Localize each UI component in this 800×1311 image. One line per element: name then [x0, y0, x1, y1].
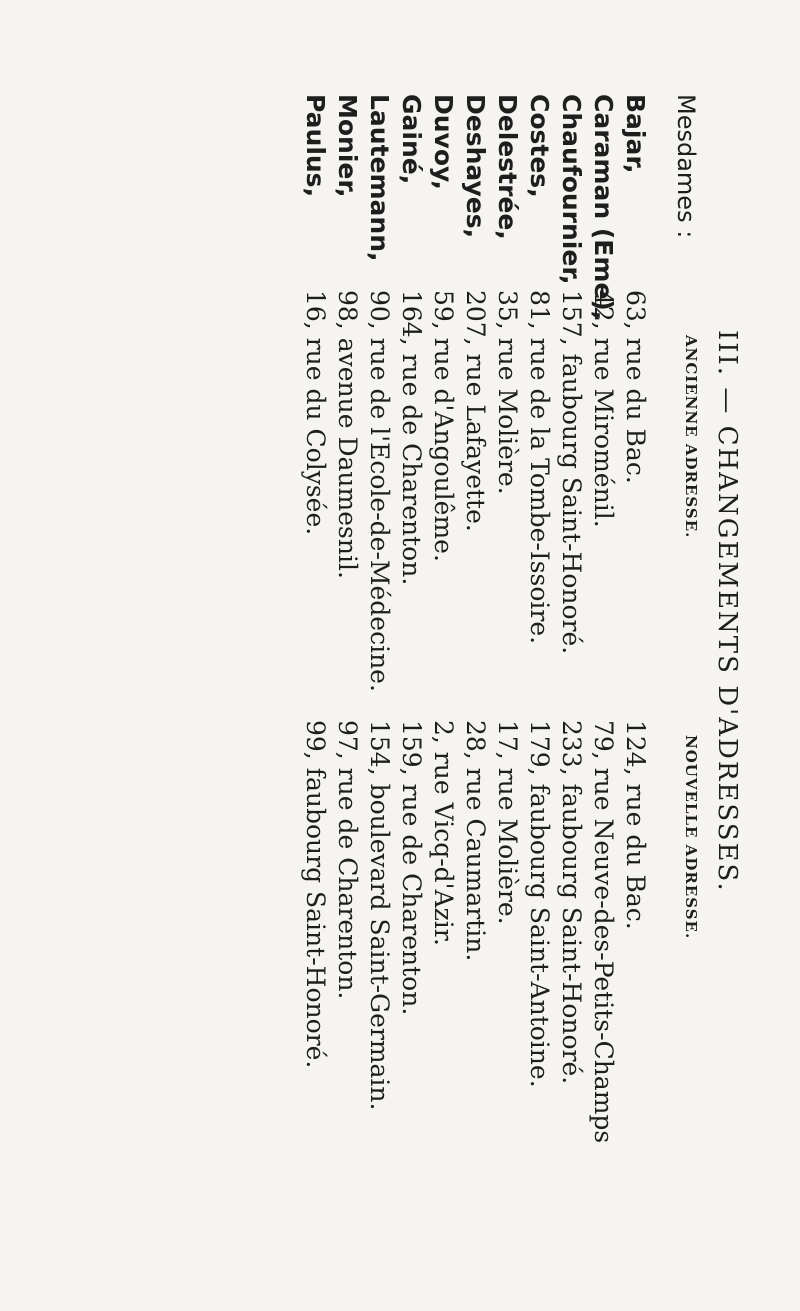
new-address: 159, rue de Charenton.	[397, 720, 426, 1016]
mesdames-label: Mesdames :	[672, 94, 700, 239]
old-address: 164, rue de Charenton.	[397, 290, 426, 586]
person-name: Duvoy,	[429, 94, 458, 190]
old-address: 81, rue de la Tombe-Issoire.	[525, 290, 554, 645]
column-header-new-address: NOUVELLE ADRESSE.	[682, 735, 700, 940]
old-address: 157, faubourg Saint-Honoré.	[557, 290, 586, 655]
column-header-old-address: ANCIENNE ADRESSE.	[682, 335, 700, 539]
person-name: Caraman (Eme),	[589, 94, 618, 321]
person-name: Bajar,	[621, 94, 650, 174]
new-address: 2, rue Vicq-d'Azir.	[429, 720, 458, 946]
section-title: III. — CHANGEMENTS D'ADRESSES.	[712, 330, 742, 893]
person-name: Gainé,	[397, 94, 426, 185]
new-address: 233, faubourg Saint-Honoré.	[557, 720, 586, 1085]
new-address: 99, faubourg Saint-Honoré.	[301, 720, 330, 1069]
old-address: 59, rue d'Angoulême.	[429, 290, 458, 562]
new-address: 154, boulevard Saint-Germain.	[365, 720, 394, 1111]
person-name: Costes,	[525, 94, 554, 198]
person-name: Paulus,	[301, 94, 330, 198]
person-name: Chaufournier,	[557, 94, 586, 285]
person-name: Lautemann,	[365, 94, 394, 262]
old-address: 63, rue du Bac.	[621, 290, 650, 484]
new-address: 28, rue Caumartin.	[461, 720, 490, 962]
new-address: 17, rue Molière.	[493, 720, 522, 925]
new-address: 97, rue de Charenton.	[333, 720, 362, 1000]
new-address: 124, rue du Bac.	[621, 720, 650, 930]
old-address: 16, rue du Colysée.	[301, 290, 330, 536]
old-address: 35, rue Molière.	[493, 290, 522, 495]
new-address: 79, rue Neuve-des-Petits-Champs	[589, 720, 618, 1144]
old-address: 207, rue Lafayette.	[461, 290, 490, 532]
new-address: 179, faubourg Saint-Antoine.	[525, 720, 554, 1088]
person-name: Monier,	[333, 94, 362, 198]
old-address: 98, avenue Daumesnil.	[333, 290, 362, 579]
person-name: Delestrée,	[493, 94, 522, 240]
old-address: 42, rue Miroménil.	[589, 290, 618, 528]
person-name: Deshayes,	[461, 94, 490, 239]
old-address: 90, rue de l'Ecole-de-Médecine.	[365, 290, 394, 692]
